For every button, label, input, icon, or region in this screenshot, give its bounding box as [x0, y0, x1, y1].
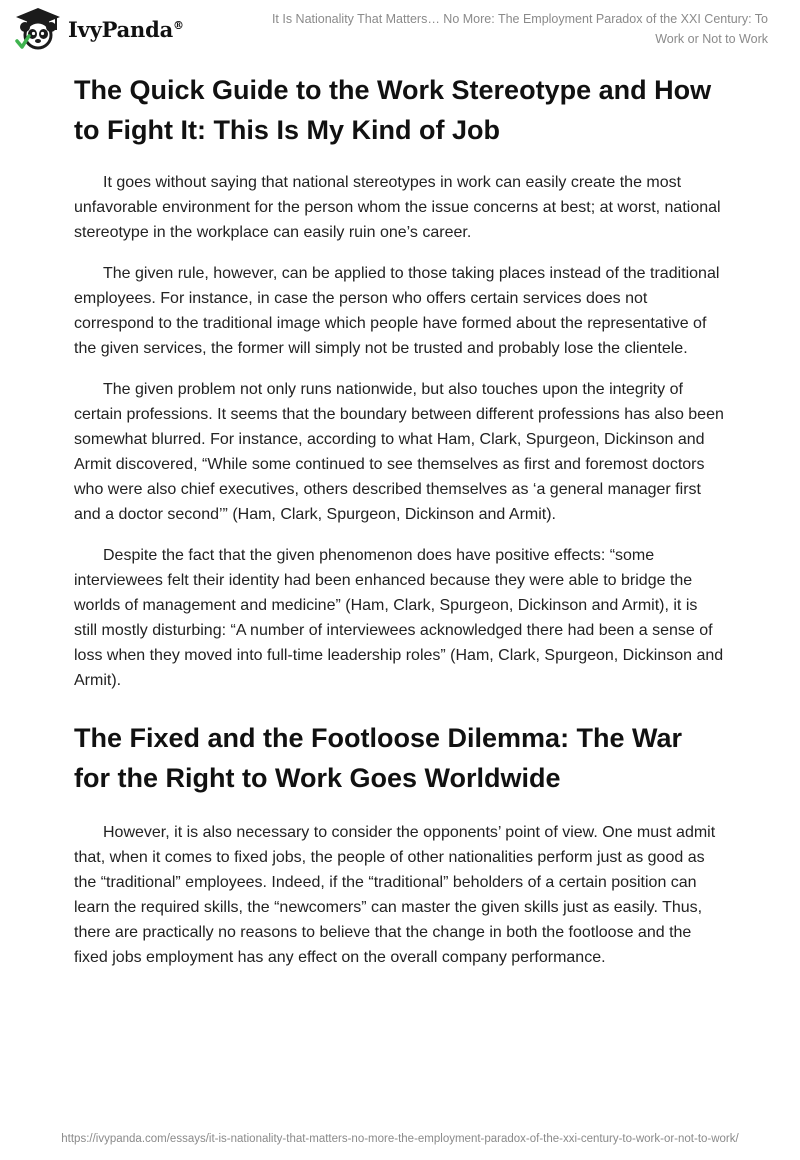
ivypanda-logo[interactable]	[14, 6, 184, 52]
page-header	[0, 0, 800, 60]
document-title: It Is Nationality That Matters… No More: The Employment Paradox of the XXI Century: To Work or Not to Work	[271, 12, 768, 46]
essay-content	[74, 70, 724, 986]
source-url[interactable]: https://ivypanda.com/essays/it-is-nationality-that-matters-no-more-the-employment-paradox-of-the-xxi-century-to-work-or-not-to-work/	[61, 1133, 739, 1145]
panda-graduate-icon	[14, 6, 62, 52]
paragraph: Despite the fact that the given phenomenon does have positive effects: “some interviewees felt their identity had been enhanced because they were able to bridge the worlds of management and medicine” (Ham, Clark, Spurgeon, Dickinson and Armit), it is still mostly disturbing: “A number of interviewees acknowledged there had been a sense of loss when they moved into full-time leadership roles” (Ham, Clark, Spurgeon, Dickinson and Armit).	[74, 547, 724, 689]
paragraph: The given problem not only runs nationwide, but also touches upon the integrity of certain professions. It seems that the boundary between different professions has also been somewhat blurred. For instance, according to what Ham, Clark, Spurgeon, Dickinson and Armit discovered, “While some continued to see themselves as first and foremost doctors who were also chief executives, others described themselves as ‘a general manager first and a doctor second’” (Ham, Clark, Spurgeon, Dickinson and Armit).	[74, 381, 724, 523]
paragraph: It goes without saying that national stereotypes in work can easily create the most unfavorable environment for the person whom the issue concerns at best; at worst, national stereotype in the workplace can easily ruin one’s career.	[74, 174, 721, 241]
section-heading-work-stereotype: The Quick Guide to the Work Stereotype and How to Fight It: This Is My Kind of Job	[74, 75, 712, 145]
logo-wordmark: IvyPanda®	[68, 16, 184, 42]
registered-mark: ®	[173, 18, 184, 32]
section-heading-fixed-footloose: The Fixed and the Footloose Dilemma: The War for the Right to Work Goes Worldwide	[74, 723, 683, 793]
paragraph: The given rule, however, can be applied to those taking places instead of the traditional employees. For instance, in case the person who offers certain services does not correspond to the traditional image which people have formed about the representative of the given services, the former will simply not be trusted and probably lose the clientele.	[74, 265, 720, 357]
paragraph: However, it is also necessary to consider the opponents’ point of view. One must admit that, when it comes to fixed jobs, the people of other nationalities perform just as good as the “traditional” employees. Indeed, if the “traditional” beholders of a certain position can learn the required skills, the “newcomers” can master the given skills just as easily. Thus, there are practically no reasons to believe that the change in both the footloose and the fixed jobs employment has any effect on the overall company performance.	[74, 824, 716, 966]
